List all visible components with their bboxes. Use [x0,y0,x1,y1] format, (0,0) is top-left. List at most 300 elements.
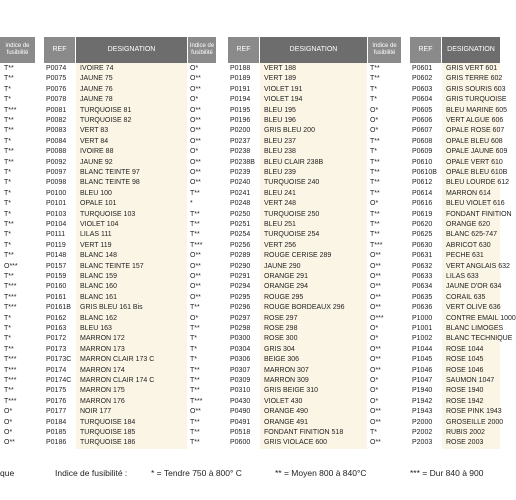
col2-ref-cell: P0250 [230,210,251,218]
col0-idx-cell: T** [4,148,14,156]
col2-designation-cell: BLEU CLAIR 238B [264,158,324,166]
col0-idx-cell: O* [4,418,13,426]
col1-ref-cell: P0098 [46,179,67,187]
col1-ref-cell: P0184 [46,418,67,426]
col3-designation-cell: VERT ANGLAIS 632 [446,262,510,270]
col2-idx-cell: O* [370,397,379,405]
col0-idx-cell: O*** [4,262,18,270]
col3-ref-cell: P0636 [412,304,433,312]
col3-ref-cell: P0632 [412,262,433,270]
col2-ref-cell: P0289 [230,252,251,260]
col2-designation-cell: MARRON 309 [264,377,309,384]
col0-idx-cell: T* [4,200,11,208]
col1-idx-cell: T** [190,387,200,395]
col2-designation-cell: JAUNE 290 [264,262,301,270]
col1-designation-cell: JAUNE 75 [80,75,113,83]
col1-ref-cell: P0092 [46,158,67,166]
col1-idx-cell: T** [190,418,200,426]
col1-ref-cell: P0163 [46,325,67,332]
col2-idx-cell: O** [370,273,381,280]
col0-idx-cell: T*** [4,283,17,291]
col3-designation-cell: GRIS TURQUOISE [446,96,507,104]
col1-ref-header [44,37,75,63]
col2-ref-header-text: REF [236,46,251,53]
col1-idx-cell: O** [190,169,201,176]
col3-ref-cell: P0635 [412,293,433,301]
col1-ref-cell: P0172 [46,335,67,343]
col2-ref-cell: P0200 [230,127,251,135]
col2-idx-cell: O* [370,200,379,208]
col1-ref-cell: P0157 [46,262,67,270]
col3-designation-cell: VERT OLIVE 636 [446,304,501,312]
col2-designation-cell: FONDANT FINITION 518 [264,429,344,436]
col0-idx-cell: T* [4,314,11,322]
col2-idx-cell: T** [370,189,380,197]
col1-ref-cell: P0177 [46,408,67,416]
col2-ref-header [228,37,259,63]
col2-designation-cell: BLEU 195 [264,106,296,114]
col3-designation-cell: ABRICOT 630 [446,241,491,249]
col1-idx-cell: O** [190,137,201,145]
col3-ref-cell: P1002 [412,335,433,343]
col1-idx-cell: T* [190,335,197,343]
col3-designation-cell: OPALE BLEU 610B [446,169,508,176]
col3-designation-cell: OPALE ROSE 607 [446,127,505,135]
col3-designation-cell: GRIS TERRE 602 [446,75,503,83]
col2-idx-cell: T* [370,148,377,156]
col0-idx-cell: T** [4,387,14,395]
col1-idx-cell: * [190,200,193,208]
col3-designation-cell: BLEU MARINE 605 [446,106,508,114]
col2-idx-cell: T*** [370,241,383,249]
col0-idx-cell: O* [4,429,13,436]
col3-designation-cell: ROSE 1942 [446,397,484,405]
col3-designation-cell: JAUNE D'OR 634 [446,283,502,291]
col2-designation-cell: TURQUOISE 240 [264,179,320,187]
col0-idx-cell: T*** [4,377,17,384]
col2-designation-cell: ROSE 298 [264,325,298,332]
col2-designation-cell: VERT 256 [264,241,297,249]
col1-idx-header [188,37,216,63]
col2-idx-cell: T** [370,179,380,187]
col1-designation-cell: MARRON 176 [80,397,125,405]
col2-ref-cell: P0251 [230,221,251,228]
col1-ref-cell: P0159 [46,273,67,280]
col2-idx-cell: O* [370,106,379,114]
col2-ref-cell: P0256 [230,241,251,249]
col2-ref-cell: P0240 [230,179,251,187]
col2-idx-cell: T** [370,137,380,145]
col2-designation-cell: GRIS BLEU 200 [264,127,315,135]
col1-idx-cell: O** [190,293,201,301]
col2-idx-cell: O** [370,283,381,291]
col3-ref-cell: P1045 [412,356,433,364]
col3-ref-header-text: REF [418,46,433,53]
col2-idx-cell: O** [370,366,381,374]
col1-designation-header [76,37,187,63]
col2-designation-cell: GRIS VIOLACE 600 [264,439,328,447]
col0-idx-cell: T* [4,241,11,249]
col2-idx-cell: O*** [370,314,384,322]
col3-ref-cell: P0601 [412,65,433,72]
col1-ref-cell: P0082 [46,117,67,124]
col0-idx-cell: T* [4,169,11,176]
col2-ref-cell: P0238B [230,158,255,166]
col1-designation-cell: MARRON CLAIR 174 C [80,377,155,384]
col2-idx-cell: T** [370,231,380,239]
col2-designation-cell: VIOLET 194 [264,96,303,104]
col3-ref-cell: P0616 [412,200,433,208]
col1-designation-cell: TURQUOISE 81 [80,106,132,114]
col1-designation-cell: MARRON CLAIR 173 C [80,356,155,364]
legend-moyen: ** = Moyen 800 à 840°C [275,468,367,478]
col1-ref-cell: P0148 [46,252,67,260]
col2-designation-cell: ORANGE 491 [264,418,308,426]
col2-idx-cell: O** [370,252,381,260]
col0-idx-cell: T*** [4,304,17,312]
col2-idx-cell: O** [370,304,381,312]
col1-idx-cell: T** [190,439,200,447]
col1-idx-cell: O** [190,106,201,114]
col2-designation-header-text: DESIGNATION [289,46,338,53]
col0-idx-cell: T** [4,127,14,135]
col0-idx-cell: T* [4,189,11,197]
col1-idx-cell: O** [190,252,201,260]
col1-designation-cell: OPALE 101 [80,200,117,208]
col3-ref-cell: P0610B [412,169,437,176]
col2-ref-cell: P0310 [230,387,251,395]
col2-designation-cell: BLEU 239 [264,169,296,176]
col1-ref-cell: P0074 [46,65,67,72]
col2-designation-cell: VIOLET 191 [264,85,303,93]
col2-designation-cell: BLEU 251 [264,221,296,228]
col0-idx-header [0,37,35,63]
col3-ref-cell: P0603 [412,85,433,93]
col2-designation-cell: BLEU 237 [264,137,296,145]
col2-idx-cell: T** [370,158,380,166]
col2-ref-cell: P0307 [230,366,251,374]
col1-ref-cell: P0100 [46,189,67,197]
col2-idx-cell: O** [370,345,381,353]
col2-ref-cell: P0491 [230,418,251,426]
col3-designation-cell: SAUMON 1047 [446,377,495,384]
col2-designation-cell: BLEU 196 [264,117,296,124]
col2-designation-cell: BEIGE 306 [264,356,300,364]
col1-idx-cell: O** [190,127,201,135]
col0-idx-cell: T* [4,179,11,187]
col1-idx-cell: T** [190,221,200,228]
col1-idx-cell: T** [190,429,200,436]
col1-designation-cell: TURQUOISE 185 [80,429,136,436]
col1-idx-cell: T** [190,366,200,374]
col1-designation-cell: BLANC TEINTE 98 [80,179,140,187]
col3-ref-cell: P1046 [412,366,433,374]
col1-ref-cell: P0075 [46,75,67,83]
col2-ref-cell: P0191 [230,85,251,93]
col0-idx-cell: T* [4,335,11,343]
col2-idx-cell: O* [370,335,379,343]
col3-ref-cell: P1001 [412,325,433,332]
col3-ref-cell: P0604 [412,96,433,104]
col3-designation-cell: LILAS 633 [446,273,479,280]
col2-ref-cell: P0188 [230,65,251,72]
col3-designation-cell: BLANC 625-747 [446,231,497,239]
col0-idx-cell: T** [4,158,14,166]
col0-idx-cell: O* [4,408,13,416]
col1-designation-cell: BLANC 162 [80,314,117,322]
col1-designation-cell: BLEU 163 [80,325,112,332]
col1-designation-cell: MARRON 174 [80,366,125,374]
col2-designation-cell: BLEU 241 [264,189,296,197]
col1-designation-cell: MARRON 175 [80,387,125,395]
col1-designation-cell: GRIS BLEU 161 Bis [80,304,143,312]
col2-designation-cell: ROSE 297 [264,314,298,322]
col1-idx-cell: T** [190,210,200,218]
col1-ref-cell: P0097 [46,169,67,176]
legend-tendre: * = Tendre 750 à 800° C [151,468,242,478]
col3-ref-cell: P2003 [412,439,433,447]
col0-idx-cell: T*** [4,293,17,301]
col1-designation-cell: BLANC TEINTE 97 [80,169,140,176]
col2-idx-cell: O** [370,262,381,270]
col2-ref-cell: P0237 [230,137,251,145]
col2-idx-cell: O* [370,117,379,124]
col1-ref-cell: P0088 [46,148,67,156]
col2-idx-cell: O* [370,127,379,135]
col1-ref-cell: P0186 [46,439,67,447]
col1-idx-cell: O** [190,262,201,270]
col2-idx-cell: O* [370,387,379,395]
col3-ref-cell: P0634 [412,283,433,291]
col3-ref-cell: P0610 [412,158,433,166]
col0-idx-cell: T** [4,117,14,124]
col0-idx-cell: T** [4,273,14,280]
col2-designation-cell: ROSE 300 [264,335,298,343]
col3-ref-cell: P1943 [412,408,433,416]
col2-ref-cell: P0290 [230,262,251,270]
col1-designation-cell: MARRON 172 [80,335,125,343]
col2-designation-header [260,37,367,63]
legend-prefix: que [0,468,15,478]
col3-ref-cell: P0625 [412,231,433,239]
col2-ref-cell: P0297 [230,314,251,322]
col1-designation-cell: TURQUOISE 186 [80,439,136,447]
col3-ref-cell: P0619 [412,210,433,218]
col2-designation-cell: ORANGE 490 [264,408,308,416]
col0-idx-cell: T*** [4,106,17,114]
col0-idx-cell: T* [4,137,11,145]
col1-ref-cell: P0161B [46,304,71,312]
col0-idx-cell: T*** [4,356,17,364]
col1-designation-cell: BLANC 160 [80,283,117,291]
col2-ref-cell: P0248 [230,200,251,208]
col3-designation-cell: OPALE BLEU 608 [446,137,503,145]
col2-idx-cell: T* [370,429,377,436]
col1-ref-cell: P0081 [46,106,67,114]
col2-idx-cell: T** [370,169,380,176]
col0-idx-cell: T** [4,75,14,83]
col3-ref-cell: P0609 [412,148,433,156]
col1-idx-cell: T* [190,345,197,353]
col2-designation-cell: MARRON 307 [264,366,309,374]
col3-designation-cell: VERT ALGUE 606 [446,117,504,124]
col3-ref-cell: P2000 [412,418,433,426]
col1-designation-cell: VERT 84 [80,137,109,145]
col1-ref-cell: P0104 [46,221,67,228]
col1-idx-cell: O* [190,314,199,322]
col2-ref-cell: P0194 [230,96,251,104]
col3-designation-cell: OPALE VERT 610 [446,158,503,166]
col2-idx-cell: T** [370,221,380,228]
col1-designation-cell: VIOLET 104 [80,221,119,228]
col3-ref-cell: P1942 [412,397,433,405]
col2-ref-cell: P0430 [230,397,251,405]
col2-ref-cell: P0300 [230,335,251,343]
col1-designation-cell: TURQUOISE 82 [80,117,132,124]
col3-ref-cell: P0614 [412,189,433,197]
col3-designation-cell: MARRON 614 [446,189,491,197]
col2-idx-cell: T* [370,96,377,104]
col1-designation-cell: JAUNE 76 [80,85,113,93]
col3-designation-cell: ORANGE 620 [446,221,490,228]
col1-idx-header-text: Indice de fusibilité [189,43,215,56]
col2-idx-cell: T** [370,65,380,72]
col2-ref-cell: P0294 [230,283,251,291]
col2-ref-cell: P0304 [230,345,251,353]
col3-designation-cell: GRIS VERT 601 [446,65,498,72]
col3-designation-cell: GRIS SOURIS 603 [446,85,506,93]
col3-designation-cell: FONDANT FINITION [446,210,512,218]
col1-designation-cell: TURQUOISE 103 [80,210,136,218]
col2-ref-cell: P0241 [230,189,251,197]
col1-designation-cell: IVOIRE 74 [80,65,114,72]
col3-ref-cell: P0602 [412,75,433,83]
col3-ref-cell: P1047 [412,377,433,384]
col1-ref-cell: P0174 [46,366,67,374]
col2-designation-cell: VERT 189 [264,75,297,83]
col2-ref-cell: P0254 [230,231,251,239]
col0-idx-cell: T* [4,325,11,332]
col0-idx-cell: O** [4,439,15,447]
col2-ref-cell: P0306 [230,356,251,364]
col1-idx-cell: T*** [190,241,203,249]
col3-designation-cell: ROSE 1045 [446,356,484,364]
col2-ref-cell: P0196 [230,117,251,124]
col3-designation-cell: ROSE 1046 [446,366,484,374]
col1-ref-cell: P0174C [46,377,72,384]
col1-designation-cell: BLANC TEINTE 157 [80,262,144,270]
col3-designation-cell: BLEU VIOLET 616 [446,200,505,208]
col0-idx-header-text: indice de fusibilité [5,43,30,56]
col1-idx-cell: O** [190,75,201,83]
col0-idx-cell: T** [4,345,14,353]
col3-ref-cell: P0630 [412,241,433,249]
col0-idx-cell: T* [4,96,11,104]
col2-designation-cell: ROUGE CERISE 289 [264,252,332,260]
col2-designation-cell: ORANGE 291 [264,273,308,280]
col3-ref-cell: P1940 [412,387,433,395]
col1-ref-cell: P0185 [46,429,67,436]
col2-designation-cell: VIOLET 430 [264,397,303,405]
col2-idx-header-text: Indice de fusibilité [372,43,397,56]
col3-designation-header-text: DESIGNATION [447,46,495,53]
col2-designation-cell: TURQUOISE 254 [264,231,320,239]
col2-designation-cell: GRIS 304 [264,345,295,353]
col3-designation-cell: ROSE 2003 [446,439,484,447]
col3-designation-cell: GROSEILLE 2000 [446,418,504,426]
col1-idx-cell: O** [190,85,201,93]
col1-ref-cell: P0111 [46,231,66,239]
col1-idx-cell: T* [190,356,197,364]
col0-idx-cell: T* [4,231,11,239]
col1-idx-cell: O** [190,117,201,124]
col1-idx-cell: T** [190,231,200,239]
col1-idx-cell: O* [190,65,199,72]
col1-ref-cell: P0160 [46,283,67,291]
col2-designation-cell: VERT 248 [264,200,297,208]
legend-dur: *** = Dur 840 à 900 [410,468,484,478]
col3-designation-cell: PECHE 631 [446,252,484,260]
col3-ref-cell: P0608 [412,137,433,145]
col1-designation-cell: VERT 119 [80,241,112,249]
col2-designation-cell: TURQUOISE 250 [264,210,320,218]
col1-idx-cell: O** [190,179,201,187]
col3-designation-cell: ROSE PINK 1943 [446,408,502,416]
col2-ref-cell: P0189 [230,75,251,83]
col2-ref-cell: P0309 [230,377,251,384]
col1-designation-cell: IVOIRE 88 [80,148,114,156]
col1-idx-cell: T** [190,325,200,332]
col1-idx-cell: O** [190,408,201,416]
col3-designation-cell: ROSE 1044 [446,345,484,353]
col1-ref-header-text: REF [52,46,67,53]
col3-designation-cell: RUBIS 2002 [446,429,485,436]
col3-ref-cell: P0612 [412,179,433,187]
col1-ref-cell: P0161 [46,293,67,301]
col3-designation-cell: ROSE 1940 [446,387,484,395]
col2-idx-cell: O* [370,377,379,384]
col1-idx-cell: O** [190,158,201,166]
col1-designation-cell: JAUNE 92 [80,158,113,166]
col2-idx-cell: O* [370,325,379,332]
col1-ref-cell: P0119 [46,241,66,249]
col1-ref-cell: P0162 [46,314,67,322]
col1-ref-cell: P0076 [46,85,67,93]
col2-idx-cell: O** [370,356,381,364]
col1-idx-cell: T** [190,377,200,384]
col0-idx-cell: T** [4,221,14,228]
col2-designation-cell: ROUGE 295 [264,293,304,301]
col1-designation-cell: MARRON 173 [80,345,125,353]
col0-idx-cell: T** [4,65,14,72]
col2-idx-cell: T* [370,85,377,93]
col2-designation-cell: GRIS BEIGE 310 [264,387,319,395]
col2-ref-cell: P0239 [230,169,251,176]
col1-designation-cell: LILAS 111 [80,231,112,239]
col1-idx-cell: O** [190,273,201,280]
col1-designation-header-text: DESIGNATION [107,46,156,53]
col0-idx-cell: T* [4,210,11,218]
col3-designation-cell: CONTRE EMAIL 1000 [446,314,516,322]
col2-ref-cell: P0238 [230,148,251,156]
col1-ref-cell: P0176 [46,397,67,405]
col3-designation-cell: BLANC LIMOGES [446,325,504,332]
col1-ref-cell: P0101 [46,200,67,208]
col1-ref-cell: P0173 [46,345,67,353]
col3-ref-cell: P1000 [412,314,433,322]
col2-ref-cell: P0600 [230,439,251,447]
col1-idx-cell: T** [190,189,200,197]
